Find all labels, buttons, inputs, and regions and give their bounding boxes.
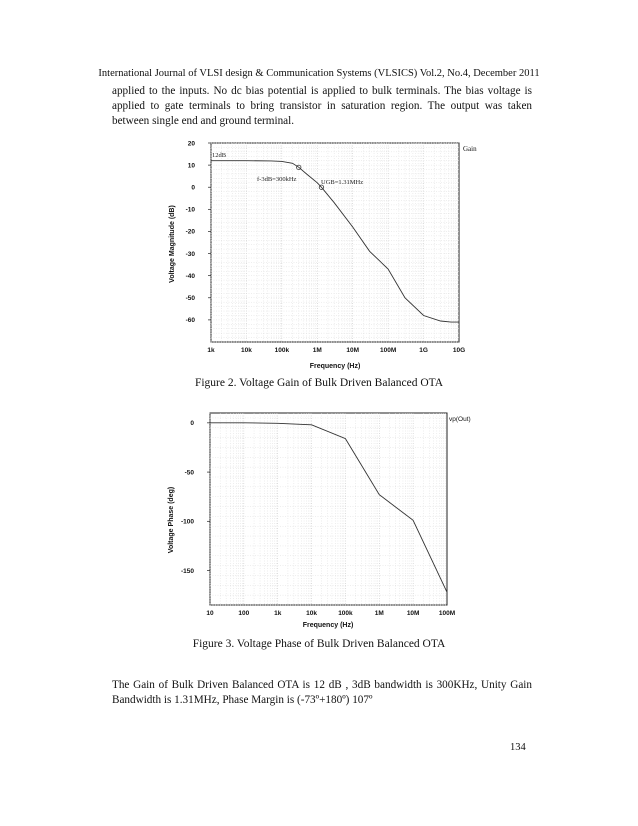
y-tick-label: -150 — [180, 567, 194, 575]
phase-y-ticks — [181, 420, 210, 575]
x-tick-label: 100k — [338, 610, 353, 617]
x-tick-label: 10M — [346, 347, 360, 354]
x-tick-label: 1M — [374, 610, 384, 617]
y-tick-label: -50 — [184, 469, 194, 477]
x-tick-label: 100 — [238, 610, 250, 617]
x-tick-label: 1k — [207, 347, 215, 354]
x-tick-label: 100M — [438, 610, 456, 617]
phase-x-axis-label: Frequency (Hz) — [302, 622, 354, 629]
x-tick-label: 100M — [380, 347, 397, 354]
intro-paragraph: applied to the inputs. No dc bias potential is applied to bulk terminals. The bias voltage is applied to gate terminals to bring transistor in saturation region. The output was taken between single end and ground terminal. — [112, 85, 532, 127]
y-tick-label: -60 — [185, 317, 195, 325]
x-tick-label: 10G — [452, 347, 466, 354]
gain-annotation-f3db: f-3dB=300kHz — [257, 176, 297, 183]
figure2-caption: Figure 2. Voltage Gain of Bulk Driven Balanced OTA — [194, 377, 444, 389]
y-tick-label: -10 — [185, 206, 195, 214]
gain-y-axis-label: Voltage Magnitude (dB) — [169, 205, 176, 283]
x-tick-label: 1M — [312, 347, 322, 354]
gain-annotation-ugb: UGB=1.31MHz — [321, 179, 364, 186]
x-tick-label: 10k — [240, 347, 252, 354]
figure3-caption: Figure 3. Voltage Phase of Bulk Driven Balanced OTA — [192, 638, 446, 650]
y-tick-label: -30 — [185, 250, 195, 258]
y-tick-label: 0 — [190, 420, 194, 428]
x-tick-label: 10M — [406, 610, 420, 617]
x-tick-label: 100k — [274, 347, 290, 354]
x-tick-label: 1G — [419, 347, 428, 354]
y-tick-label: -20 — [185, 228, 195, 236]
y-tick-label: -100 — [180, 518, 194, 526]
phase-chart — [168, 413, 471, 629]
gain-y-ticks — [186, 140, 211, 324]
phase-y-axis-label: Voltage Phase (deg) — [168, 486, 175, 554]
x-tick-label: 10 — [206, 610, 214, 617]
summary-paragraph: The Gain of Bulk Driven Balanced OTA is 12 dB , 3dB bandwidth is 300KHz, Unity Gain Bandwidth is 1.31MHz, Phase Margin is (-73º+180º) 107º — [112, 679, 532, 706]
y-tick-label: 20 — [187, 140, 195, 148]
gain-x-axis-label: Frequency (Hz) — [309, 363, 361, 370]
gain-chart — [169, 140, 477, 370]
x-tick-label: 10k — [306, 610, 318, 617]
phase-x-ticks — [206, 610, 455, 617]
y-tick-label: 10 — [187, 162, 195, 170]
y-tick-label: 0 — [191, 184, 195, 192]
journal-header: International Journal of VLSI design & Communication Systems (VLSICS) Vol.2, No.4, December 2011 — [98, 68, 540, 79]
phase-legend: vp(Out) — [449, 416, 471, 423]
y-tick-label: -40 — [185, 272, 195, 280]
gain-x-ticks — [207, 347, 465, 354]
gain-annotation-12db: 12dB — [212, 152, 227, 159]
gain-plot-area — [211, 143, 459, 342]
gain-legend: Gain — [463, 145, 477, 153]
x-tick-label: 1k — [274, 610, 282, 617]
page-number: 134 — [510, 742, 526, 753]
y-tick-label: -50 — [185, 295, 195, 303]
